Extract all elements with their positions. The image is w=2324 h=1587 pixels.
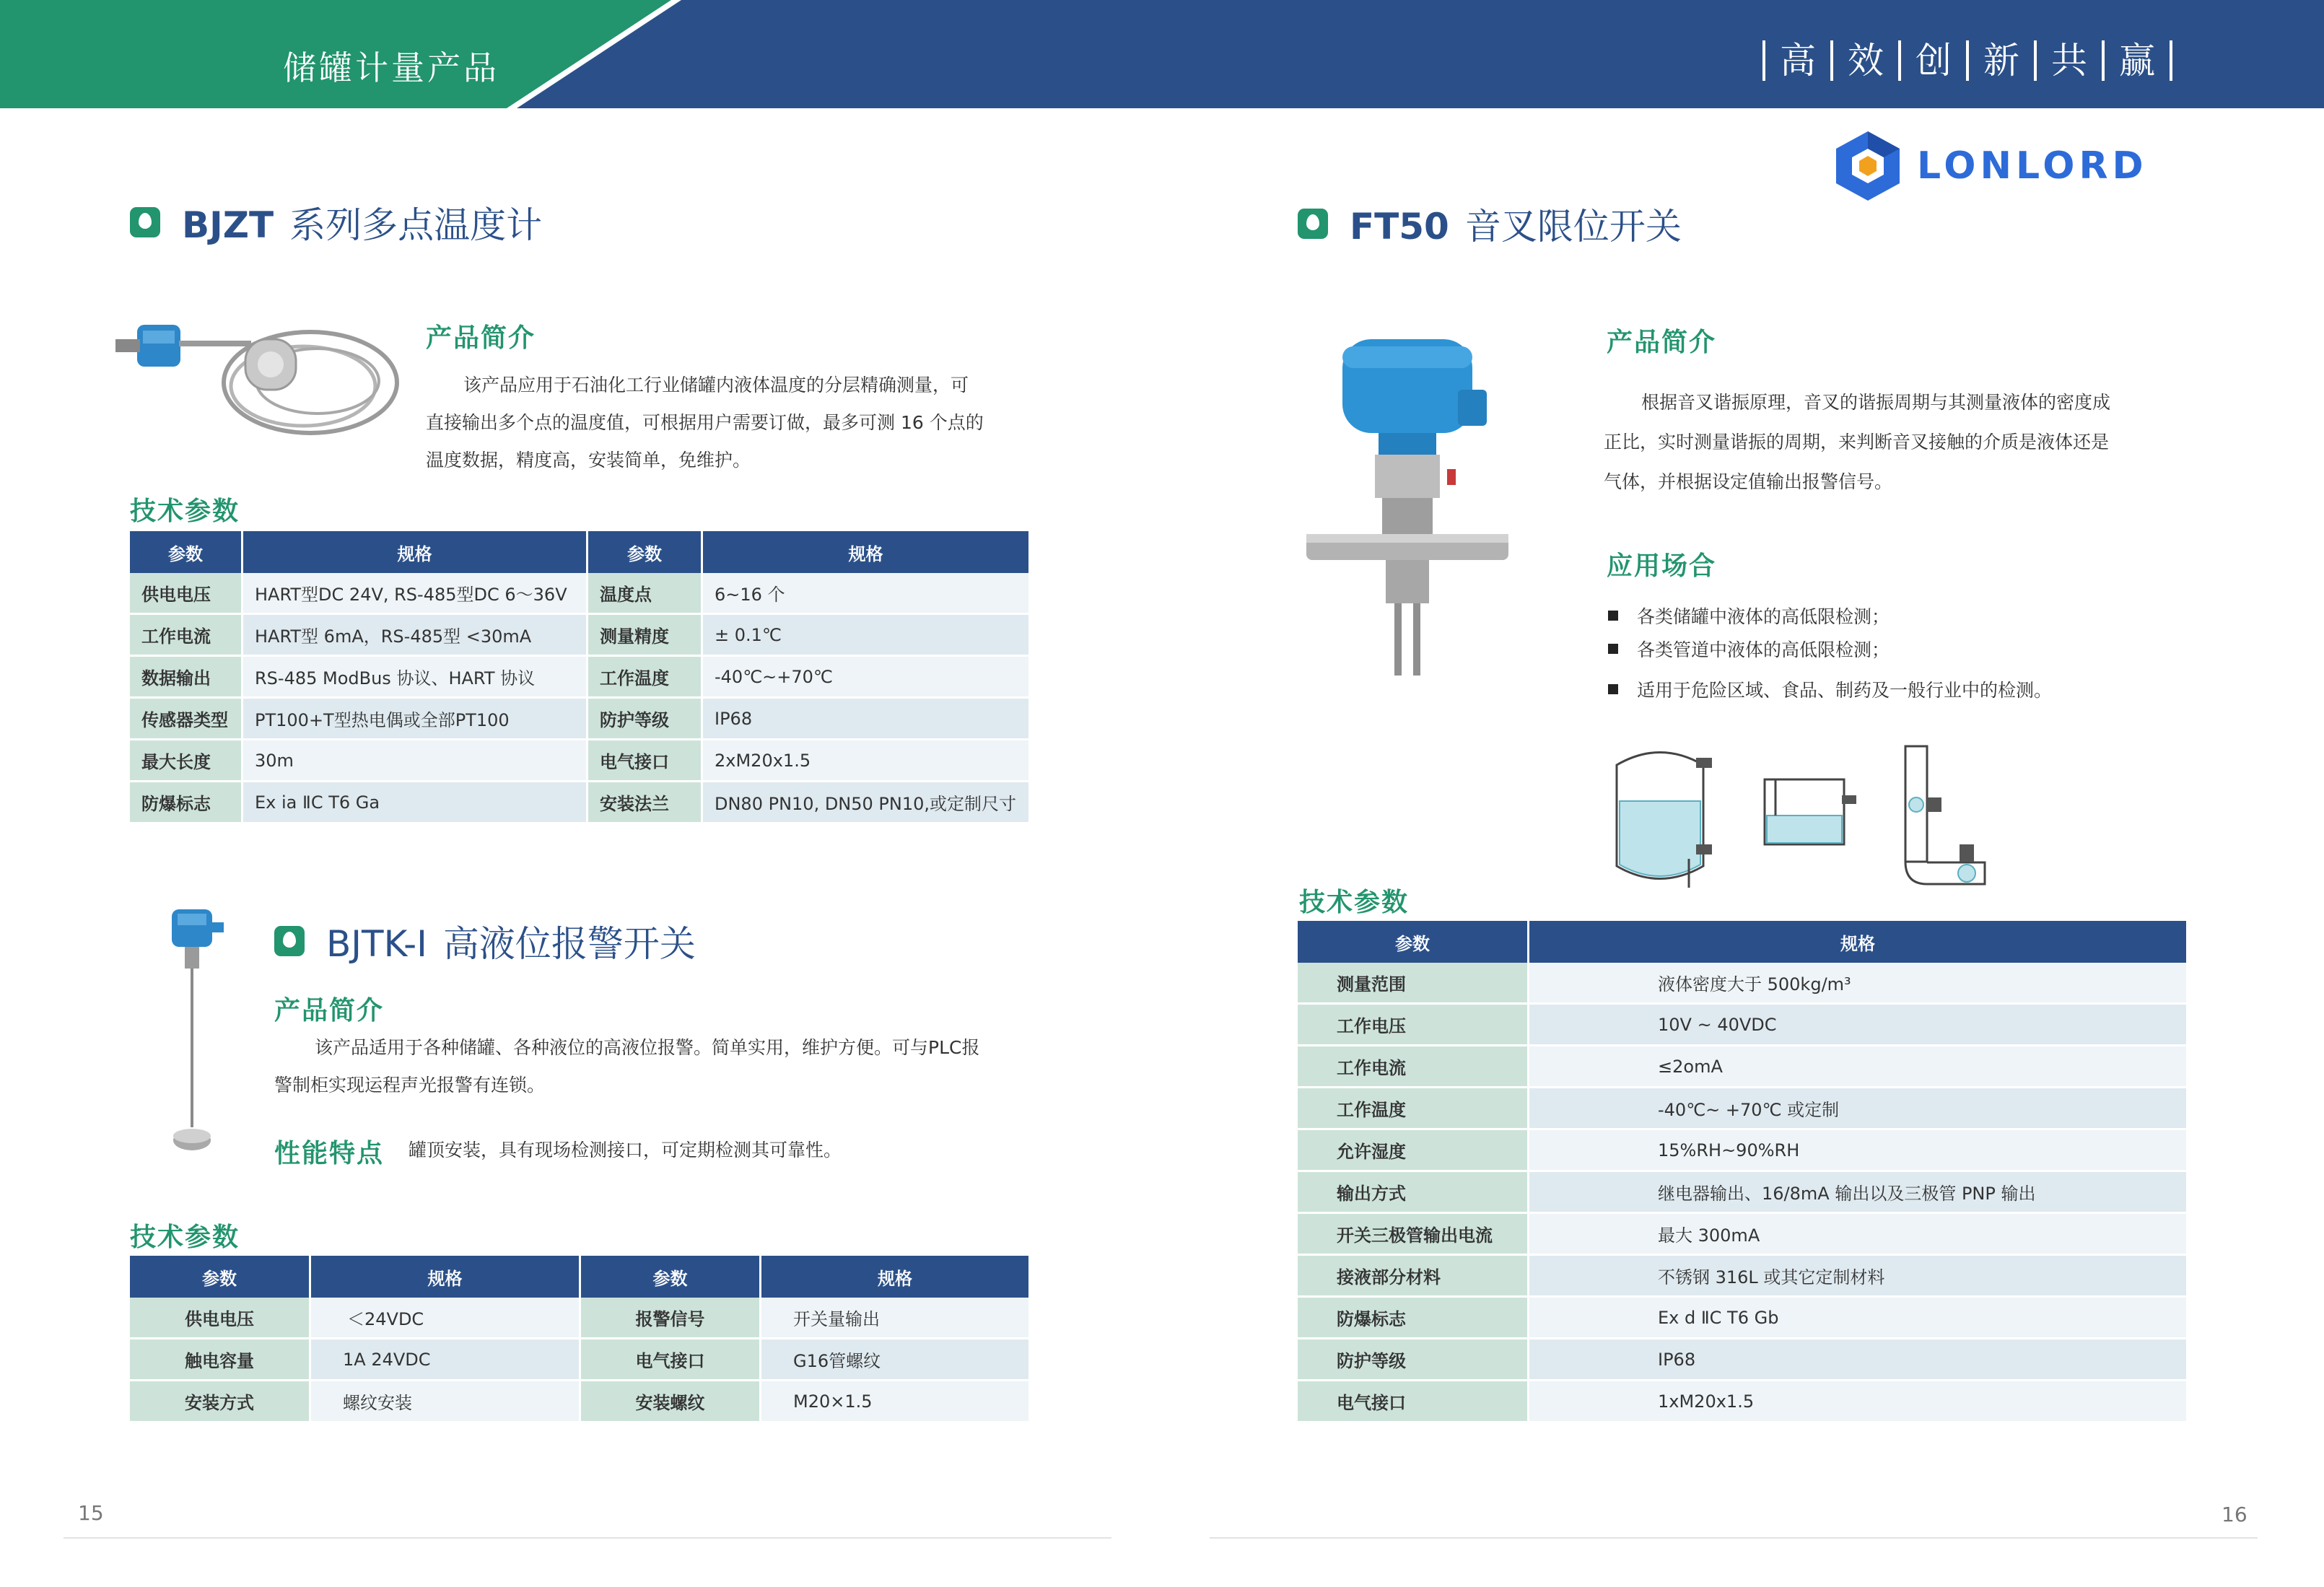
slogan-divider <box>2102 40 2105 81</box>
table-row <box>1298 1005 2188 1046</box>
table-header-cell: 规格 <box>1529 921 2188 963</box>
bullet-square-icon <box>1608 611 1618 621</box>
param-cell: 电气接口 <box>1298 1381 1529 1423</box>
list-item <box>1608 673 2052 706</box>
param-cell: 电气接口 <box>588 740 703 782</box>
value-cell: IP68 <box>703 699 1031 740</box>
param-cell: 工作电压 <box>1298 1005 1529 1046</box>
value-cell: 2xM20x1.5 <box>703 740 1031 782</box>
table-row <box>130 699 1031 740</box>
table-header-cell: 规格 <box>311 1256 581 1298</box>
table-header-cell: 参数 <box>588 531 703 573</box>
table-header-cell: 规格 <box>243 531 588 573</box>
list-item-text: 各类管道中液体的高低限检测； <box>1637 639 1890 660</box>
table-header-cell: 参数 <box>130 1256 311 1298</box>
slogan-divider <box>1966 40 1969 81</box>
bjzt-name: 系列多点温度计 <box>289 204 543 246</box>
param-cell: 测量精度 <box>588 615 703 657</box>
slogan-char: 高 <box>1780 40 1816 82</box>
value-cell: ＜24VDC <box>311 1298 581 1339</box>
param-cell: 安装螺纹 <box>581 1381 761 1423</box>
value-cell: M20×1.5 <box>761 1381 1031 1423</box>
ft50-intro-line: 气体，并根据设定值输出报警信号。 <box>1604 471 1893 492</box>
table-row <box>1298 1046 2188 1088</box>
value-cell: Ex d ⅡC T6 Gb <box>1529 1298 2188 1339</box>
value-cell: -40℃~ +70℃ 或定制 <box>1529 1088 2188 1130</box>
slogan-divider <box>1898 40 1901 81</box>
table-row <box>1298 1172 2188 1214</box>
value-cell: 开关量输出 <box>761 1298 1031 1339</box>
table-header-cell: 参数 <box>1298 921 1529 963</box>
drop-icon <box>1298 209 1328 239</box>
footer-rule-left <box>64 1537 1111 1539</box>
slogan-divider <box>2034 40 2037 81</box>
brand-logo-text: LONLORD <box>1917 144 2148 188</box>
value-cell: 继电器输出、16/8mA 输出以及三极管 PNP 输出 <box>1529 1172 2188 1214</box>
ft50-spec-title: 技术参数 <box>1299 888 1410 917</box>
param-cell: 工作温度 <box>588 657 703 699</box>
slogan-char: 共 <box>2051 40 2087 82</box>
table-row <box>130 782 1031 824</box>
bjzt-model: BJZT <box>182 204 274 246</box>
param-cell: 工作温度 <box>1298 1088 1529 1130</box>
bjzt-intro-title: 产品简介 <box>426 323 536 353</box>
ft50-name: 音叉限位开关 <box>1464 206 1682 248</box>
value-cell: IP68 <box>1529 1339 2188 1381</box>
table-header-row <box>130 1256 1031 1298</box>
value-cell: 液体密度大于 500kg/m³ <box>1529 963 2188 1005</box>
value-cell: 最大 300mA <box>1529 1214 2188 1256</box>
table-header-cell: 规格 <box>761 1256 1031 1298</box>
page-number-right: 16 <box>2222 1503 2247 1526</box>
value-cell: HART型 6mA，RS-485型 <30mA <box>243 615 588 657</box>
table-header-cell: 参数 <box>130 531 243 573</box>
value-cell: -40℃~+70℃ <box>703 657 1031 699</box>
table-row <box>130 740 1031 782</box>
slogan-char: 新 <box>1983 40 2019 82</box>
param-cell: 开关三极管输出电流 <box>1298 1214 1529 1256</box>
param-cell: 防护等级 <box>588 699 703 740</box>
param-cell: 接液部分材料 <box>1298 1256 1529 1298</box>
ft50-spec-table <box>1298 921 2188 1423</box>
bullet-square-icon <box>1608 684 1618 694</box>
slogan-char: 创 <box>1915 40 1952 82</box>
param-cell: 供电电压 <box>130 573 243 615</box>
ft50-intro-line: 正比，实时测量谐振的周期，来判断音叉接触的介质是液体还是 <box>1604 432 2110 453</box>
param-cell: 供电电压 <box>130 1298 311 1339</box>
list-item-text: 适用于危险区域、食品、制药及一般行业中的检测。 <box>1637 680 2053 701</box>
bullet-square-icon <box>1608 644 1618 654</box>
param-cell: 温度点 <box>588 573 703 615</box>
param-cell: 电气接口 <box>581 1339 761 1381</box>
ft50-app-title: 应用场合 <box>1607 551 1717 581</box>
table-row <box>1298 963 2188 1005</box>
value-cell: 6~16 个 <box>703 573 1031 615</box>
ft50-intro-text <box>1604 382 2224 502</box>
header-category-title: 储罐计量产品 <box>283 48 499 87</box>
bjzt-intro-text <box>426 367 1047 479</box>
bjtk-intro-title: 产品简介 <box>274 996 385 1026</box>
param-cell: 防护等级 <box>1298 1339 1529 1381</box>
value-cell: G16管螺纹 <box>761 1339 1031 1381</box>
bjzt-intro-line: 该产品应用于石油化工行业储罐内液体温度的分层精确测量，可 <box>463 375 969 395</box>
ft50-section-title <box>1298 198 1682 250</box>
brand-logo <box>1833 130 2148 202</box>
table-row <box>130 657 1031 699</box>
bjtk-spec-table <box>130 1256 1031 1423</box>
value-cell: RS-485 ModBus 协议、HART 协议 <box>243 657 588 699</box>
value-cell: 螺纹安装 <box>311 1381 581 1423</box>
value-cell: 10V ~ 40VDC <box>1529 1005 2188 1046</box>
footer-rule-right <box>1210 1537 2258 1539</box>
ft50-app-list <box>1608 599 2052 706</box>
bjtk-spec-title: 技术参数 <box>130 1223 240 1252</box>
param-cell: 允许湿度 <box>1298 1130 1529 1172</box>
value-cell: ± 0.1℃ <box>703 615 1031 657</box>
list-item-text: 各类储罐中液体的高低限检测； <box>1637 606 1890 627</box>
table-row <box>1298 1214 2188 1256</box>
value-cell: 15%RH~90%RH <box>1529 1130 2188 1172</box>
param-cell: 防爆标志 <box>1298 1298 1529 1339</box>
table-row <box>1298 1381 2188 1423</box>
table-row <box>130 1381 1031 1423</box>
table-header-row <box>130 531 1031 573</box>
ft50-intro-line: 根据音叉谐振原理，音叉的谐振周期与其测量液体的密度成 <box>1641 392 2111 413</box>
param-cell: 输出方式 <box>1298 1172 1529 1214</box>
ft50-product-image <box>1299 325 1516 686</box>
table-row <box>1298 1088 2188 1130</box>
page-number-left: 15 <box>78 1501 104 1525</box>
header-slogan <box>1748 40 2187 81</box>
param-cell: 触电容量 <box>130 1339 311 1381</box>
drop-icon <box>130 207 160 237</box>
table-row <box>130 1339 1031 1381</box>
slogan-divider <box>1762 40 1765 81</box>
slogan-divider <box>2170 40 2172 81</box>
value-cell: 不锈钢 316L 或其它定制材料 <box>1529 1256 2188 1298</box>
value-cell: HART型DC 24V, RS-485型DC 6～36V <box>243 573 588 615</box>
param-cell: 报警信号 <box>581 1298 761 1339</box>
table-header-cell: 规格 <box>703 531 1031 573</box>
bjzt-intro-line: 温度数据，精度高，安装简单，免维护。 <box>426 450 751 471</box>
ft50-intro-title: 产品简介 <box>1607 328 1717 357</box>
table-row <box>130 573 1031 615</box>
value-cell: 30m <box>243 740 588 782</box>
bjzt-spec-table <box>130 531 1031 824</box>
value-cell: Ex ia ⅡC T6 Ga <box>243 782 588 824</box>
value-cell: 1A 24VDC <box>311 1339 581 1381</box>
lonlord-hexagon-icon <box>1833 130 1903 202</box>
bjzt-section-title <box>130 196 542 248</box>
slogan-char: 效 <box>1848 40 1884 82</box>
ft50-model: FT50 <box>1350 206 1449 248</box>
bjtk-intro-line: 警制柜实现运程声光报警有连锁。 <box>274 1075 546 1096</box>
table-header-row <box>1298 921 2188 963</box>
param-cell: 测量范围 <box>1298 963 1529 1005</box>
param-cell: 安装方式 <box>130 1381 311 1423</box>
bjtk-model: BJTK-I <box>326 923 427 965</box>
param-cell: 数据输出 <box>130 657 243 699</box>
bjtk-name: 高液位报警开关 <box>442 923 696 965</box>
param-cell: 最大长度 <box>130 740 243 782</box>
table-row <box>1298 1339 2188 1381</box>
bjtk-intro-line: 该产品适用于各种储罐、各种液位的高液位报警。简单实用，维护方便。可与PLC报 <box>315 1037 980 1058</box>
param-cell: 工作电流 <box>1298 1046 1529 1088</box>
table-row <box>1298 1130 2188 1172</box>
bjzt-intro-line: 直接输出多个点的温度值，可根据用户需要订做，最多可测 16 个点的 <box>426 412 984 433</box>
value-cell: DN80 PN10, DN50 PN10,或定制尺寸 <box>703 782 1031 824</box>
table-row <box>1298 1298 2188 1339</box>
value-cell: 1xM20x1.5 <box>1529 1381 2188 1423</box>
bjzt-spec-title: 技术参数 <box>130 497 240 526</box>
param-cell: 工作电流 <box>130 615 243 657</box>
bjtk-feature-title: 性能特点 <box>274 1139 385 1168</box>
value-cell: ≤2omA <box>1529 1046 2188 1088</box>
table-row <box>130 1298 1031 1339</box>
slogan-char: 赢 <box>2119 40 2155 82</box>
table-row <box>130 615 1031 657</box>
bjtk-intro-text <box>274 1029 1047 1104</box>
param-cell: 传感器类型 <box>130 699 243 740</box>
param-cell: 防爆标志 <box>130 782 243 824</box>
value-cell: PT100+T型热电偶或全部PT100 <box>243 699 588 740</box>
bjtk-feature-text: 罐顶安装，具有现场检测接口，可定期检测其可靠性。 <box>409 1140 842 1160</box>
table-row <box>1298 1256 2188 1298</box>
list-item <box>1608 599 2052 632</box>
list-item <box>1608 632 2052 665</box>
table-header-cell: 参数 <box>581 1256 761 1298</box>
param-cell: 安装法兰 <box>588 782 703 824</box>
bjtk-section-title <box>274 915 696 967</box>
ft50-application-diagrams <box>1609 736 1999 895</box>
bjzt-product-image <box>108 310 411 455</box>
slogan-divider <box>1830 40 1833 81</box>
drop-icon <box>274 926 305 956</box>
bjtk-product-image <box>152 902 231 1169</box>
